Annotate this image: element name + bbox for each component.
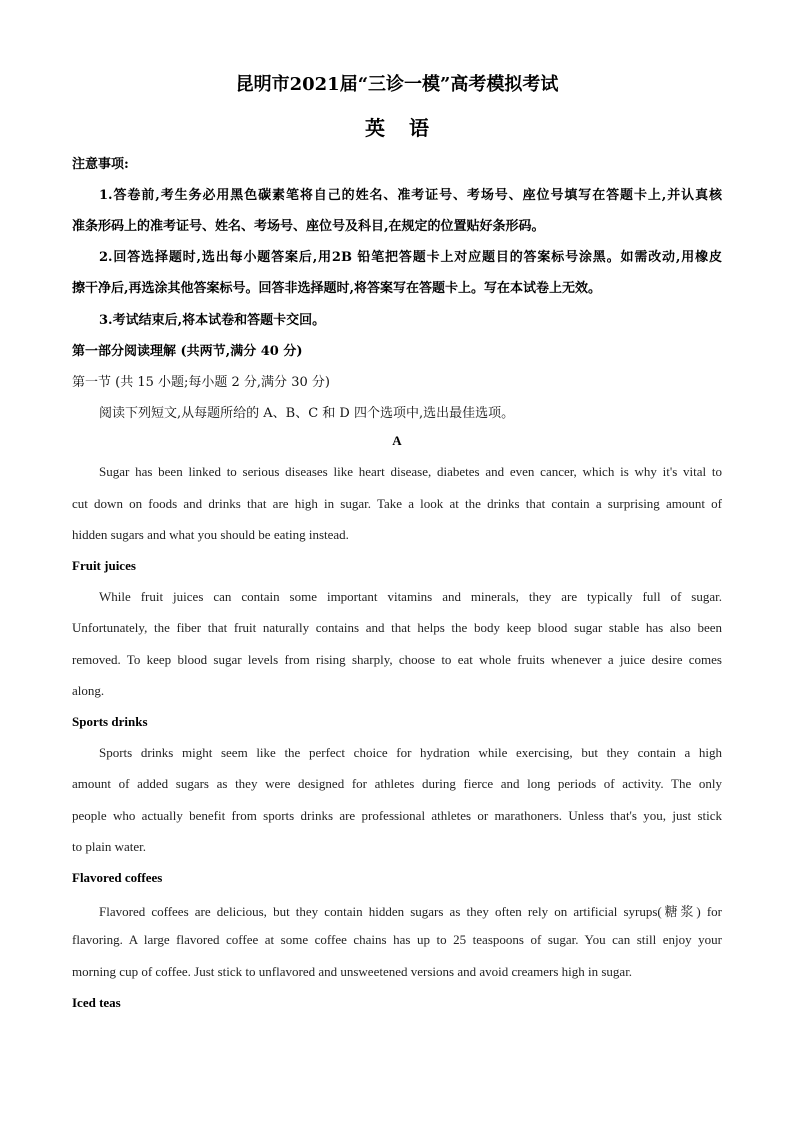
fruit-line-1: While fruit juices can contain some important vitamins and minerals, they are typically full of sugar. (99, 589, 722, 604)
intro-line-1: Sugar has been linked to serious diseases like heart disease, diabetes and even cancer, which is why it's vital to (99, 464, 722, 479)
fruit-line-4: along. (72, 683, 105, 698)
sports-line-1: Sports drinks might seem like the perfect choice for hydration while exercising, but they contain a high (99, 745, 722, 760)
notice-item-1-line-1: 1.答卷前,考生务必用黑色碳素笔将自己的姓名、准考证号、考场号、座位号填写在答题卡上,并认真核 (99, 188, 722, 202)
subject-title: 英语 (365, 116, 453, 140)
passage-label: A (392, 433, 402, 448)
sports-line-2: amount of added sugars as they were designed for athletes during fierce and long periods of activity. The only (72, 776, 722, 791)
notice-item-2-line-2: 擦干净后,再选涂其他答案标号。回答非选择题时,将答案写在答题卡上。写在本试卷上无效。 (72, 281, 602, 296)
fruit-juices-heading: Fruit juices (72, 558, 136, 573)
intro-line-2: cut down on foods and drinks that are high in sugar. Take a look at the drinks that contain a surprising amount of (72, 496, 722, 511)
exam-title: 昆明市2021届“三诊一模”高考模拟考试 (235, 74, 559, 95)
sports-line-3: people who actually benefit from sports drinks are professional athletes or marathoners. Unless that's you, just stick (72, 808, 722, 823)
fruit-line-3: removed. To keep blood sugar levels from rising sharply, choose to eat whole fruits whenever a juice desire comes (72, 652, 722, 667)
coffee-line-1: Flavored coffees are delicious, but they contain hidden sugars as they often rely on artificial syrups(糖浆) for (99, 904, 722, 919)
sports-drinks-heading: Sports drinks (72, 714, 148, 729)
sports-line-4: to plain water. (72, 839, 147, 854)
flavored-coffees-heading: Flavored coffees (72, 870, 163, 885)
intro-line-3: hidden sugars and what you should be eating instead. (72, 527, 349, 542)
fruit-line-2: Unfortunately, the fiber that fruit naturally contains and that helps the body keep blood sugar stable has also been (72, 620, 722, 635)
notice-item-3: 3.考试结束后,将本试卷和答题卡交回。 (99, 313, 326, 328)
section-one-heading: 第一节 (共 15 小题;每小题 2 分,满分 30 分) (72, 375, 330, 390)
instruction-text: 阅读下列短文,从每题所给的 A、B、C 和 D 四个选项中,选出最佳选项。 (99, 406, 515, 421)
notice-heading: 注意事项: (72, 157, 129, 172)
iced-teas-heading: Iced teas (72, 995, 121, 1010)
coffee-line-3: morning cup of coffee. Just stick to unflavored and unsweetened versions and avoid creamers high in sugar. (72, 964, 633, 979)
notice-item-2-line-1: 2.回答选择题时,选出每小题答案后,用2B 铅笔把答题卡上对应题目的答案标号涂黑。如需改动,用橡皮 (99, 250, 722, 264)
notice-item-1-line-2: 准条形码上的准考证号、姓名、考场号、座位号及科目,在规定的位置贴好条形码。 (72, 219, 545, 234)
part-one-heading: 第一部分阅读理解 (共两节,满分 40 分) (72, 344, 303, 359)
coffee-line-2: flavoring. A large flavored coffee at some coffee chains has up to 25 teaspoons of sugar. You can still enjoy your (72, 932, 722, 947)
